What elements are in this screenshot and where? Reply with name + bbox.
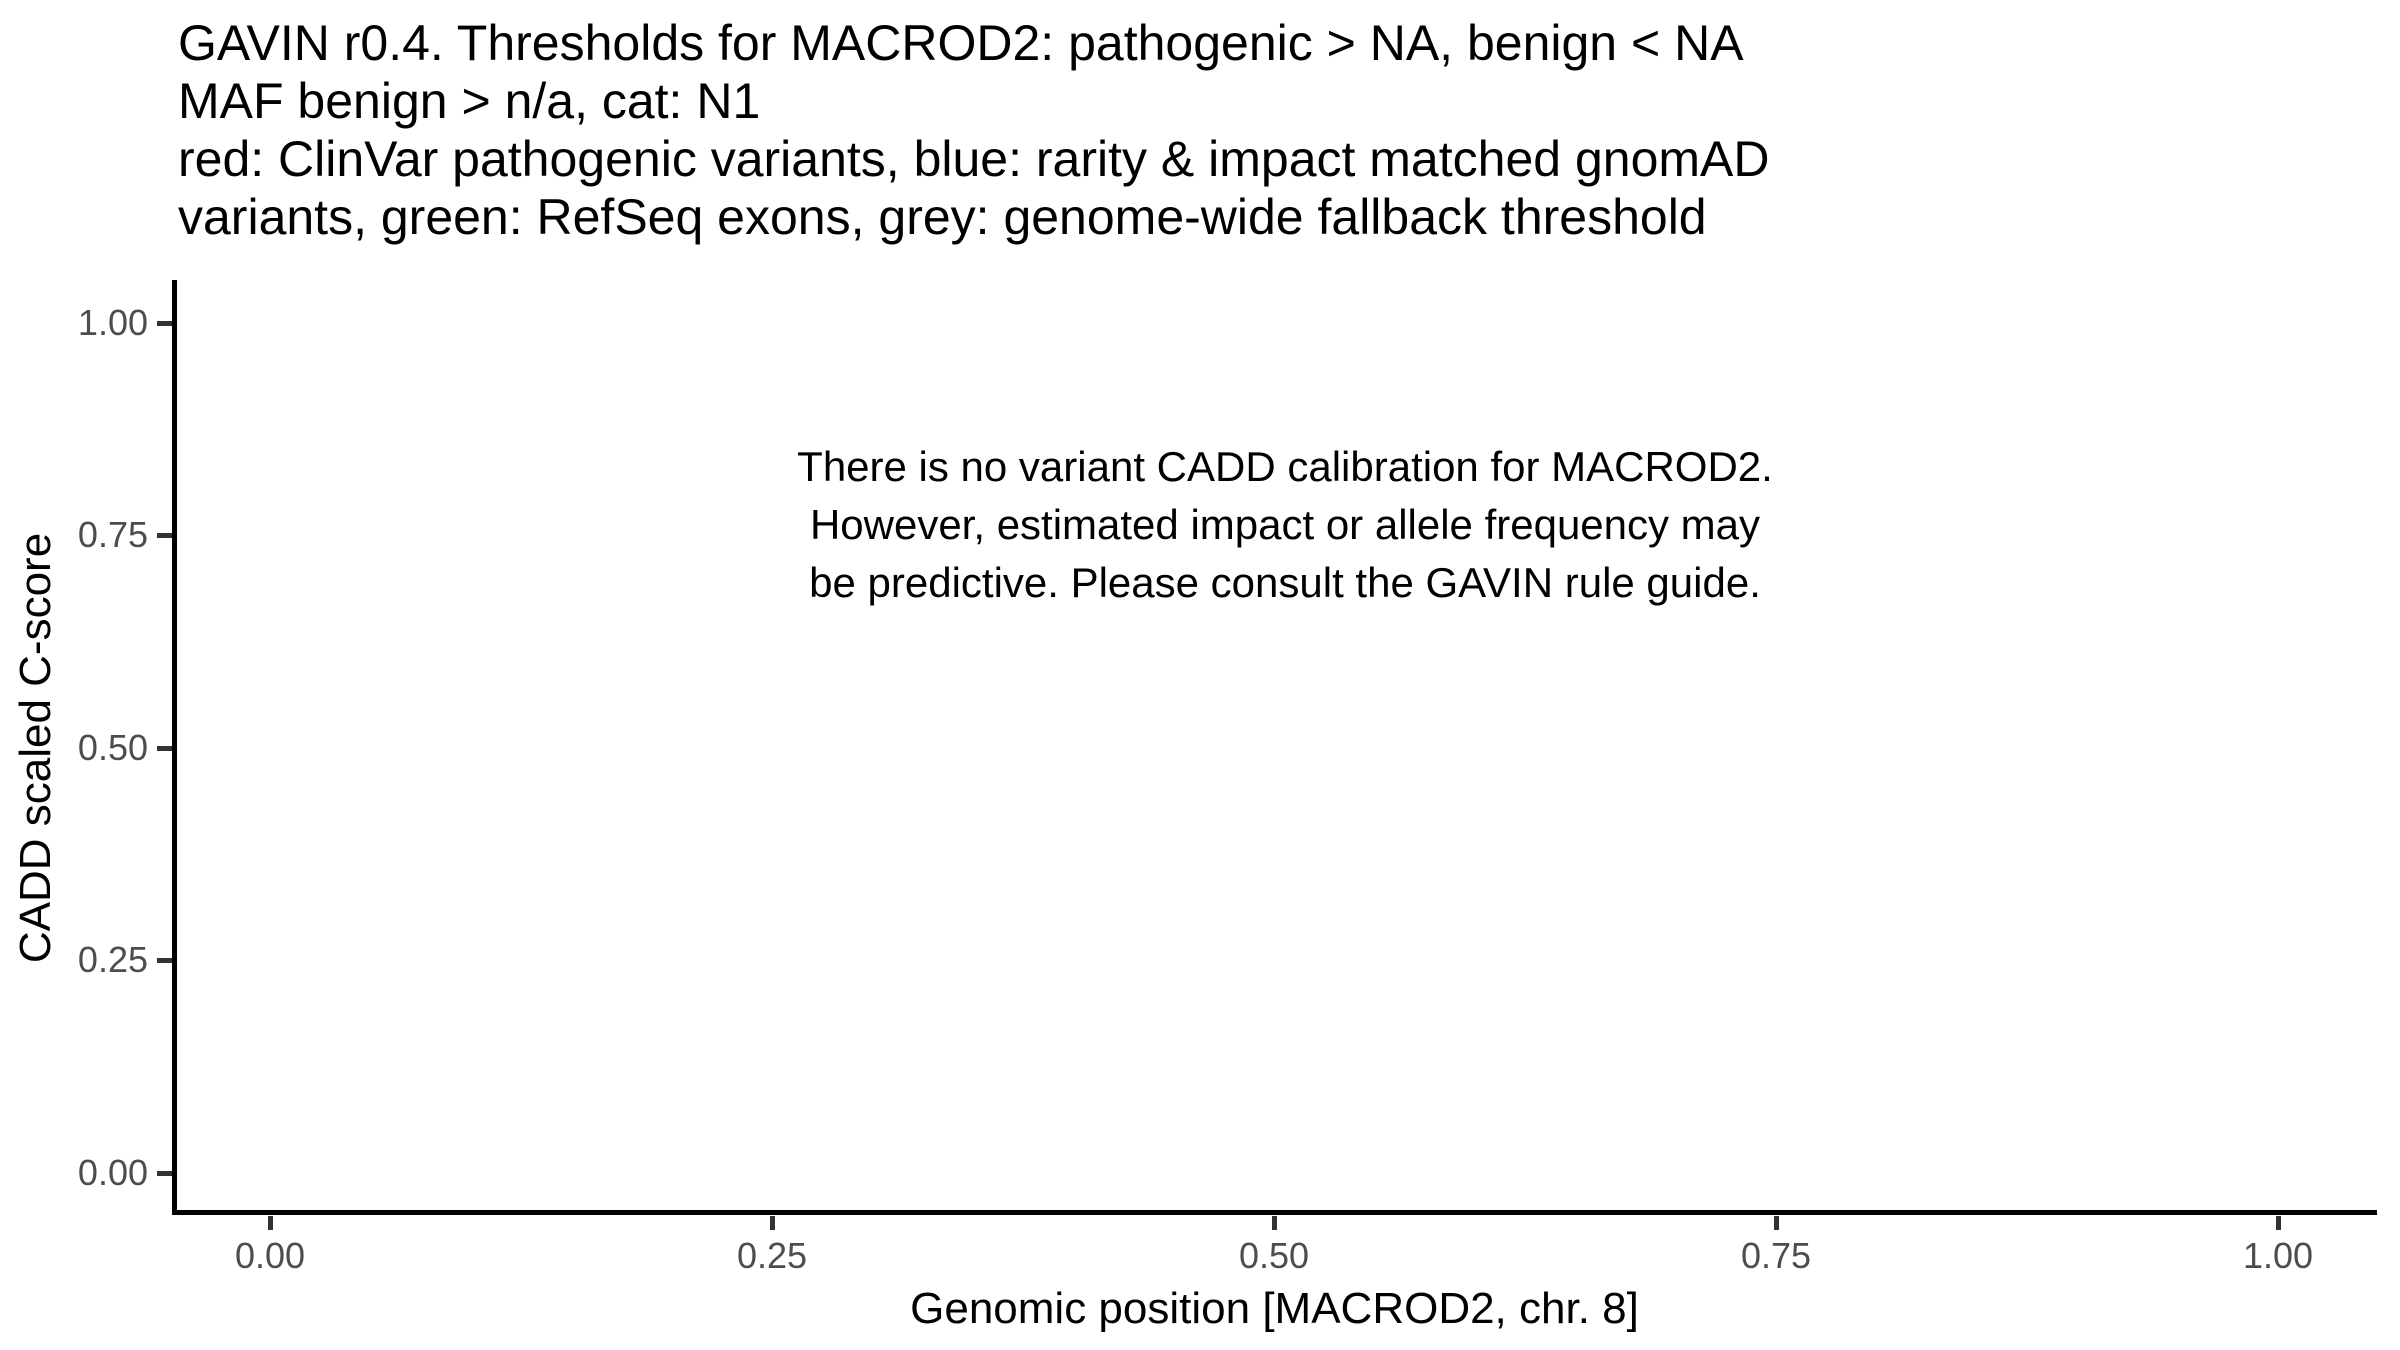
x-tick-mark — [268, 1216, 273, 1230]
y-tick-label: 0.50 — [77, 727, 148, 768]
x-tick-label: 0.75 — [1740, 1235, 1812, 1276]
y-tick-label: 0.00 — [77, 1152, 148, 1193]
y-tick-mark — [157, 958, 172, 963]
annotation-line-2: However, estimated impact or allele frequency may — [809, 501, 1761, 548]
x-tick-mark — [770, 1216, 775, 1230]
x-tick-label: 0.00 — [234, 1235, 306, 1276]
plot-title-line-2: MAF benign > n/a, cat: N1 — [178, 73, 761, 129]
x-tick-mark — [1272, 1216, 1277, 1230]
x-tick-mark — [1774, 1216, 1779, 1230]
annotation-line-3: be predictive. Please consult the GAVIN rule guide. — [809, 559, 1761, 606]
annotation-line-1: There is no variant CADD calibration for MACROD2. — [797, 443, 1773, 490]
plot-title-line-4: variants, green: RefSeq exons, grey: genome-wide fallback threshold — [178, 189, 1707, 245]
x-axis-title: Genomic position [MACROD2, chr. 8] — [910, 1284, 1639, 1333]
plot-panel — [172, 280, 2377, 1215]
y-tick-label: 0.75 — [77, 514, 148, 555]
plot-title — [178, 14, 1769, 246]
y-tick-label: 0.25 — [77, 939, 148, 980]
plot-title-line-1: GAVIN r0.4. Thresholds for MACROD2: pathogenic > NA, benign < NA — [178, 15, 1744, 71]
x-tick-label: 0.25 — [736, 1235, 808, 1276]
plot-title-line-3: red: ClinVar pathogenic variants, blue: rarity & impact matched gnomAD — [178, 131, 1770, 187]
y-tick-mark — [157, 533, 172, 538]
panel-annotation — [797, 438, 1773, 612]
y-tick-label: 1.00 — [77, 302, 148, 343]
y-tick-mark — [157, 321, 172, 326]
y-tick-mark — [157, 746, 172, 751]
x-tick-label: 0.50 — [1238, 1235, 1310, 1276]
x-tick-label: 1.00 — [2242, 1235, 2314, 1276]
x-tick-mark — [2276, 1216, 2281, 1230]
y-tick-mark — [157, 1171, 172, 1176]
y-axis-title: CADD scaled C-score — [11, 532, 60, 964]
